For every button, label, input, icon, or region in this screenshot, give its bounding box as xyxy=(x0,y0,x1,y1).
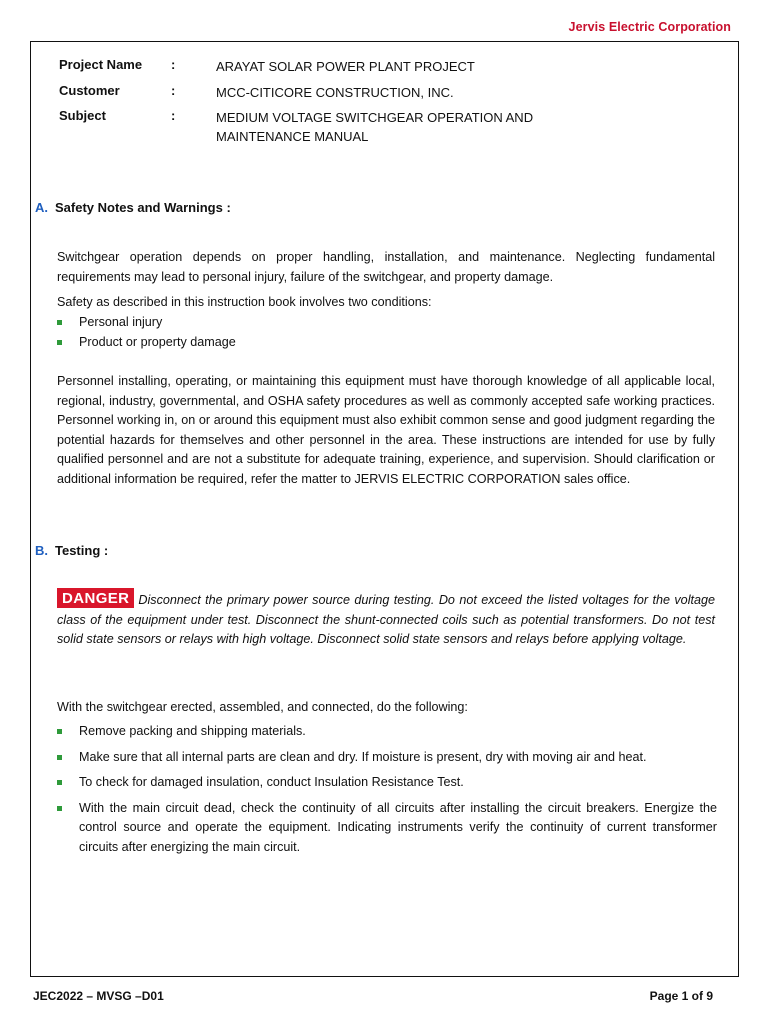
safety-conditions-list xyxy=(57,313,717,352)
customer-label: Customer xyxy=(59,83,120,98)
subject-value: MEDIUM VOLTAGE SWITCHGEAR OPERATION AND MAINTENANCE MANUAL xyxy=(216,110,534,144)
list-item: Product or property damage xyxy=(57,333,717,353)
info-colon: : xyxy=(171,57,176,72)
footer-doc-code: JEC2022 – MVSG –D01 xyxy=(33,989,164,1003)
bullet-square-icon xyxy=(57,320,62,325)
project-name-label: Project Name xyxy=(59,57,143,72)
section-b-heading xyxy=(35,543,108,558)
bullet-square-icon xyxy=(57,340,62,345)
footer-page-number: Page 1 of 9 xyxy=(649,989,713,1003)
testing-steps-list xyxy=(57,722,717,858)
section-b-letter: B. xyxy=(35,543,48,558)
bullet-square-icon xyxy=(57,780,62,785)
section-a-title: Safety Notes and Warnings : xyxy=(55,200,231,215)
testing-intro: With the switchgear erected, assembled, and connected, do the following: xyxy=(57,700,468,714)
section-a-heading xyxy=(35,200,231,215)
list-item: Make sure that all internal parts are clean and dry. If moisture is present, dry with moving air and heat. xyxy=(57,748,717,768)
list-item: Remove packing and shipping materials. xyxy=(57,722,717,742)
section-b-title: Testing : xyxy=(55,543,109,558)
safety-paragraph-1: Switchgear operation depends on proper handling, installation, and maintenance. Neglecting fundamental requirements may lead to personal injury, failure of the switchgear, and property damage. xyxy=(57,250,715,284)
bullet-square-icon xyxy=(57,729,62,734)
danger-text: Disconnect the primary power source during testing. Do not exceed the listed voltages for the voltage class of the equipment under test. Disconnect the shunt-connected coils such as potential transformers. Do not test solid state sensors or relays with high voltage. Disconnect solid state sensors and relays before applying voltage. xyxy=(57,593,715,647)
info-colon: : xyxy=(171,108,176,123)
bullet-square-icon xyxy=(57,755,62,760)
info-colon: : xyxy=(171,83,176,98)
subject-label: Subject xyxy=(59,108,106,123)
project-name-value: ARAYAT SOLAR POWER PLANT PROJECT xyxy=(216,59,475,74)
safety-paragraph-3: Personnel installing, operating, or maintaining this equipment must have thorough knowledge of all applicable local, regional, industry, governmental, and OSHA safety procedures as well as commonly accepted safe working practices. Personnel working in, on or around this equipment must also exhibit common sense and good judgment regarding the potential hazards for themselves and other personnel in the area. These instructions are intended for use by fully qualified personnel and are not a substitute for adequate training, experience, and supervision. Should clarification or additional information be required, refer the matter to JERVIS ELECTRIC CORPORATION sales office. xyxy=(57,374,715,486)
safety-paragraph-2: Safety as described in this instruction book involves two conditions: xyxy=(57,295,432,309)
list-item: With the main circuit dead, check the continuity of all circuits after installing the circuit breakers. Energize the control source and operate the equipment. Indicating instruments verify the continuity of current transformer circuits after energizing the main circuit. xyxy=(57,799,717,858)
list-item: To check for damaged insulation, conduct Insulation Resistance Test. xyxy=(57,773,717,793)
page-frame xyxy=(30,41,739,977)
danger-warning xyxy=(57,588,715,650)
customer-value: MCC-CITICORE CONSTRUCTION, INC. xyxy=(216,85,454,100)
danger-badge: DANGER xyxy=(57,588,134,608)
list-item: Personal injury xyxy=(57,313,717,333)
bullet-square-icon xyxy=(57,806,62,811)
section-a-letter: A. xyxy=(35,200,48,215)
company-name: Jervis Electric Corporation xyxy=(568,20,731,34)
